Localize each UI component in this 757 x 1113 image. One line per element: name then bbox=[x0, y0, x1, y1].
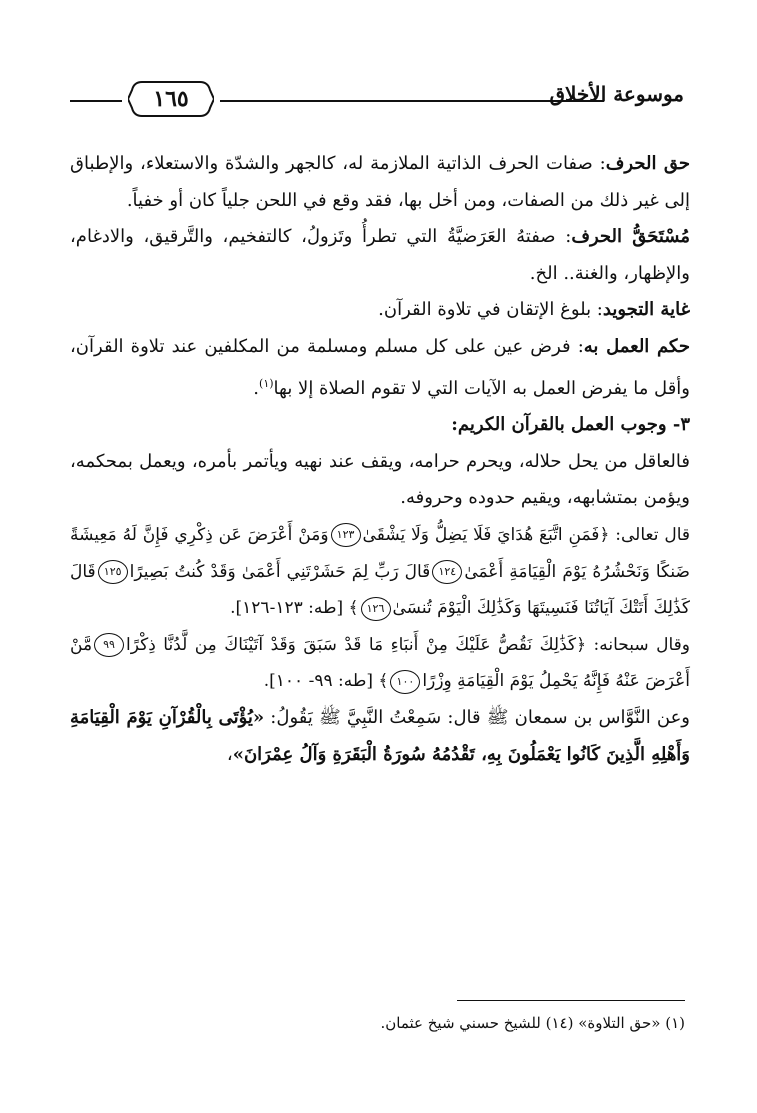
verse-text: كَذَٰلِكَ نَقُصُّ عَلَيْكَ مِنْ أَنبَاءِ مَا قَدْ سَبَقَ وَقَدْ آتَيْنَاكَ مِن لَّدُنَّا ذِكْرًا bbox=[126, 634, 577, 655]
paragraph-hukm-al-amal bbox=[70, 329, 690, 407]
paragraph-wise-person: فالعاقل من يحل حلاله، ويحرم حرامه، ويقف عند نهيه ويأتمر بأمره، ويعمل بمحكمه، ويؤمن بمتشابهه، ويقيم حدوده وحروفه. bbox=[70, 450, 690, 509]
verse-text: فَمَنِ اتَّبَعَ هُدَايَ فَلَا يَضِلُّ وَلَا يَشْقَىٰ bbox=[362, 524, 600, 545]
page-number-badge bbox=[128, 78, 214, 120]
paragraph-ghayat-al-tajweed bbox=[70, 292, 690, 329]
ayah-number-marker: ١٢٤ bbox=[432, 560, 462, 584]
page-header bbox=[70, 76, 684, 126]
paragraph-text: : بلوغ الإتقان في تلاوة القرآن. bbox=[378, 299, 603, 321]
paragraph-hadith bbox=[70, 700, 690, 773]
paragraph-mustahaq-al-harf bbox=[70, 219, 690, 292]
term-ghayat-al-tajweed: غاية التجويد bbox=[602, 299, 690, 321]
footnote-divider bbox=[457, 1000, 685, 1001]
quote-intro: وقال سبحانه: ﴿ bbox=[576, 634, 690, 655]
verse-text: قَالَ رَبِّ لِمَ حَشَرْتَنِي أَعْمَىٰ وَقَدْ كُنتُ بَصِيرًا bbox=[129, 561, 431, 582]
ayah-number-marker: ٩٩ bbox=[94, 633, 124, 657]
page-number: ١٦٥ bbox=[153, 86, 189, 112]
ayah-number-marker: ١٠٠ bbox=[390, 670, 420, 694]
header-rule-right bbox=[220, 100, 604, 102]
verse-text: وَمَنْ أَعْرَضَ عَن ذِكْرِي فَإِنَّ لَهُ مَعِيشَةً ضَنكًا وَنَحْشُرُهُ يَوْمَ الْقِيَامَةِ أَعْمَىٰ bbox=[70, 524, 690, 582]
verse-reference: ﴾ [طه: ٩٩- ١٠٠]. bbox=[263, 671, 389, 692]
section-heading: ٣- وجوب العمل بالقرآن الكريم: bbox=[451, 414, 690, 436]
term-hukm-al-amal: حكم العمل به bbox=[583, 335, 690, 357]
paragraph-text: : فرض عين على كل مسلم ومسلمة من المكلفين عند تلاوة القرآن، وأقل ما يفرض العمل به الآيات التي لا تقوم الصلاة إلا بها bbox=[70, 335, 690, 399]
ayah-number-marker: ١٢٥ bbox=[98, 560, 128, 584]
sentence-end: . bbox=[253, 377, 260, 399]
paragraph-text: : صفات الحرف الذاتية الملازمة له، كالجهر والشدّة والاستعلاء، والإطباق إلى غير ذلك من الصفات، ومن أخل بها، فقد وقع في اللحن جلياً كان أو خفياً. bbox=[70, 153, 690, 211]
ayah-number-marker: ١٢٣ bbox=[331, 523, 361, 547]
paragraph-haqq-al-harf bbox=[70, 146, 690, 219]
paragraph-quran-taha-123 bbox=[70, 517, 690, 627]
quote-intro: قال تعالى: ﴿ bbox=[599, 524, 690, 545]
verse-reference: ﴾ [طه: ١٢٣-١٢٦]. bbox=[230, 598, 359, 619]
term-haqq-al-harf: حق الحرف bbox=[605, 153, 690, 174]
verse-text: قَالَ كَذَٰلِكَ أَتَتْكَ آيَاتُنَا فَنَسِيتَهَا وَكَذَٰلِكَ الْيَوْمَ تُنسَىٰ bbox=[70, 561, 690, 619]
verse-text: مَّنْ أَعْرَضَ عَنْهُ فَإِنَّهُ يَحْمِلُ يَوْمَ الْقِيَامَةِ وِزْرًا bbox=[70, 634, 690, 692]
footnote: (١) «حق التلاوة» (١٤) للشيخ حسني شيخ عثمان. bbox=[380, 1014, 685, 1032]
main-text bbox=[70, 146, 690, 773]
footnote-reference[interactable]: (١) bbox=[259, 376, 274, 390]
ayah-number-marker: ١٢٦ bbox=[361, 597, 391, 621]
paragraph-quran-taha-99 bbox=[70, 627, 690, 700]
paragraph-text: : صفتهُ العَرَضيَّةُ التي تطرأُ وتَزولُ، كالتفخيم، والتَّرقيق، والادغام، والإظهار، والغنة.. الخ. bbox=[70, 226, 690, 284]
term-mustahaq-al-harf: مُسْتَحَقُّ الحرف bbox=[571, 226, 690, 248]
hadith-text: «يُؤْتَى بِالْقُرْآنِ يَوْمَ الْقِيَامَةِ وَأَهْلِهِ الَّذِينَ كَانُوا يَعْمَلُونَ بِهِ، تَقْدُمُهُ سُورَةُ الْبَقَرَةِ وَآلُ عِمْرَانَ» bbox=[70, 706, 690, 765]
hadith-intro: وعن النَّوَّاس بن سمعان ﷺ قال: سَمِعْتُ النَّبِيَّ ﷺ يَقُولُ: bbox=[270, 706, 690, 728]
header-rule-left bbox=[70, 100, 122, 102]
sentence-end: ، bbox=[226, 743, 233, 765]
running-title: موسوعة الأخلاق bbox=[549, 82, 684, 106]
